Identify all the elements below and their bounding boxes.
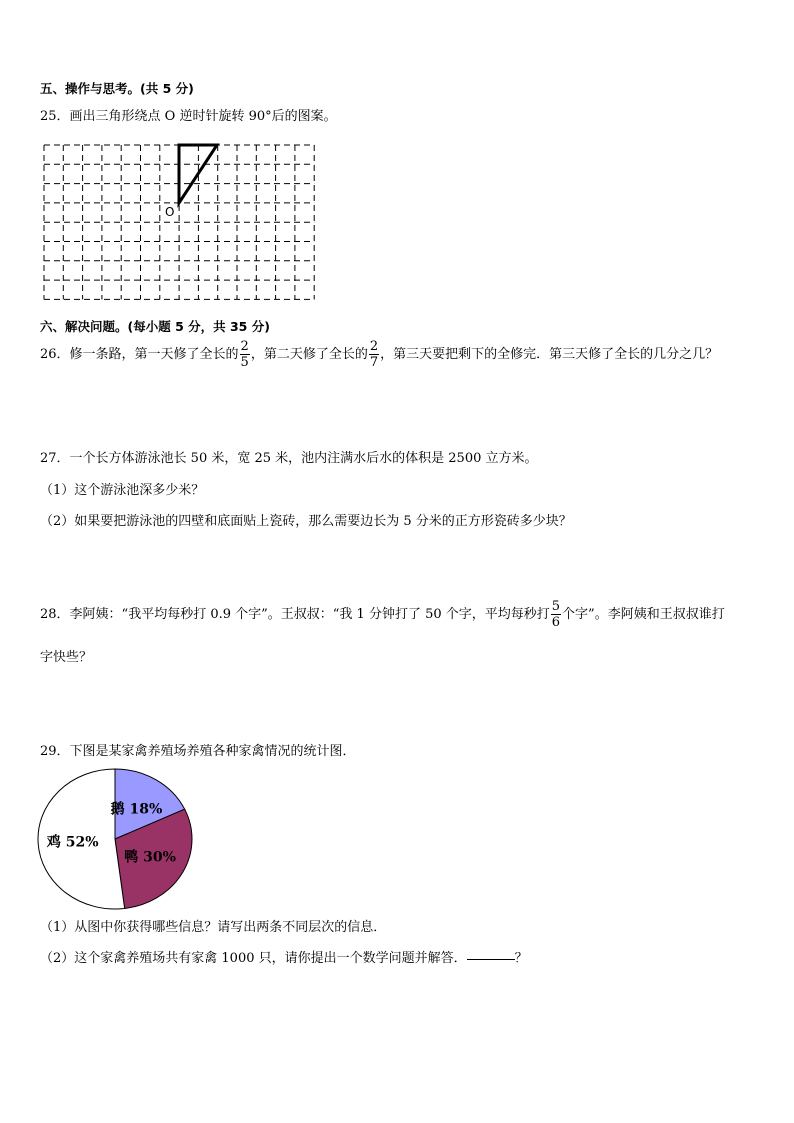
- fraction-2-5: $\frac{2}{5}$: [240, 339, 249, 370]
- question-29-text: 29．下图是某家禽养殖场养殖各种家禽情况的统计图．: [40, 744, 356, 759]
- question-28: [40, 600, 725, 629]
- point-o-label: O: [165, 205, 175, 219]
- question-27-text: 27．一个长方体游泳池长 50 米，宽 25 米，池内注满水后水的体积是 2500 立方米。: [40, 451, 538, 466]
- question-26-part3: ，第三天要把剩下的全修完．第三天修了全长的几分之几？: [380, 347, 719, 362]
- question-29-sub2-text: （2）这个家禽养殖场共有家禽 1000 只，请你提出一个数学问题并解答．: [40, 951, 467, 966]
- question-29-sub1: （1）从图中你获得哪些信息？请写出两条不同层次的信息．: [40, 920, 387, 935]
- question-25-text: 25．画出三角形绕点 O 逆时针旋转 90°后的图案。: [40, 109, 337, 124]
- question-26-part2: ，第二天修了全长的: [250, 347, 368, 362]
- section-5-heading: 五、操作与思考。(共 5 分): [40, 81, 194, 96]
- question-26: [40, 340, 718, 369]
- question-29-sub2-end: ？: [514, 951, 528, 966]
- fraction-5-6: $\frac{5}{6}$: [551, 599, 561, 630]
- fraction-2-7: $\frac{2}{7}$: [369, 339, 379, 370]
- triangle-shape: [179, 145, 217, 203]
- pie-label-0: 鹅 18%: [110, 801, 163, 818]
- question-28-part1: 28．李阿姨：“我平均每秒打 0.9 个字”。王叔叔：“我 1 分钟打了 50 个字，平均每秒打: [40, 607, 550, 622]
- question-29-sub2: [40, 947, 528, 966]
- question-27-sub1: （1）这个游泳池深多少米？: [40, 483, 205, 498]
- rotation-grid-figure: [40, 140, 320, 302]
- question-26-part1: 26．修一条路，第一天修了全长的: [40, 347, 239, 362]
- question-28-part2: 个字”。李阿姨和王叔叔谁打: [562, 607, 725, 622]
- question-27-sub2: （2）如果要把游泳池的四壁和底面贴上瓷砖，那么需要边长为 5 分米的正方形瓷砖多少块？: [40, 514, 572, 529]
- section-6-heading: 六、解决问题。(每小题 5 分，共 35 分): [40, 319, 270, 334]
- pie-label-2: 鸡 52%: [46, 834, 99, 851]
- question-28-line2: 字快些？: [40, 650, 93, 665]
- poultry-pie-chart: [35, 763, 205, 913]
- pie-label-1: 鸭 30%: [124, 849, 176, 866]
- answer-blank[interactable]: [467, 958, 515, 960]
